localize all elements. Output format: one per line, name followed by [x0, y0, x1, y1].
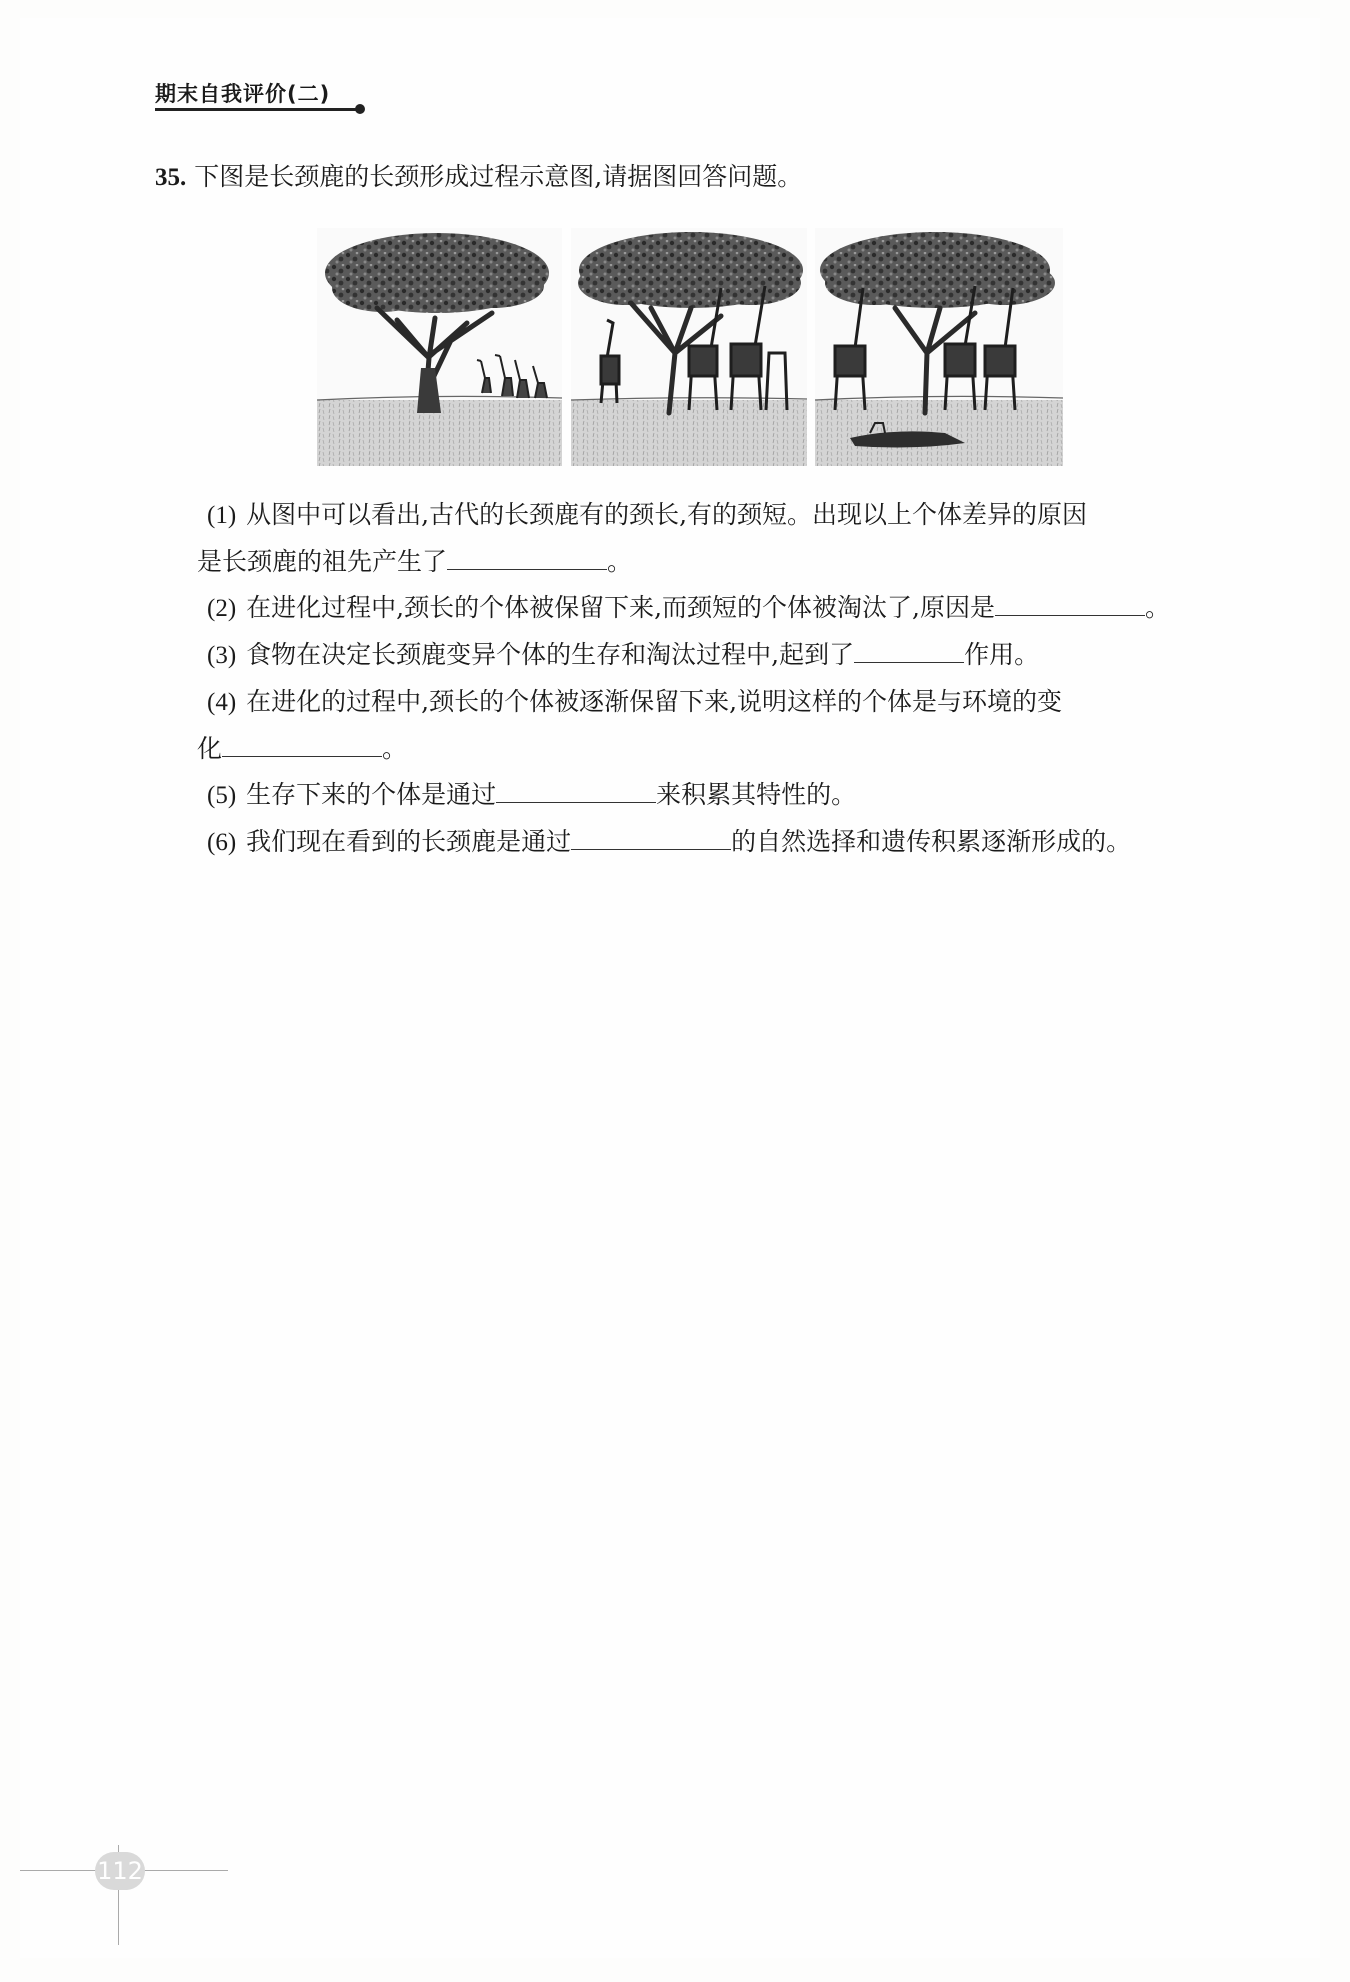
- sub-question-3: (3) 食物在决定长颈鹿变异个体的生存和淘汰过程中,起到了 作用。: [207, 640, 1040, 669]
- footer-rule-left: [20, 1870, 100, 1871]
- question-text: 下图是长颈鹿的长颈形成过程示意图,请据图回答问题。: [194, 162, 803, 191]
- sub-question-1: (1) 从图中可以看出,古代的长颈鹿有的颈长,有的颈短。出现以上个体差异的原因: [207, 500, 1088, 529]
- giraffe-evolution-figure: [317, 228, 1063, 466]
- header-underline-dot: [355, 104, 365, 114]
- header-underline: [155, 108, 360, 111]
- page-number: 112: [95, 1852, 145, 1890]
- sub-question-4: (4) 在进化的过程中,颈长的个体被逐渐保留下来,说明这样的个体是与环境的变: [207, 687, 1063, 716]
- question-number: 35.: [155, 164, 187, 191]
- section-header: 期末自我评价(二): [155, 82, 331, 106]
- answer-blank-6[interactable]: [571, 825, 731, 850]
- panel-competition: [571, 228, 807, 466]
- sub-question-4-cont: 化 。: [197, 734, 408, 763]
- figure-svg: [317, 228, 1063, 466]
- sub-question-6: (6) 我们现在看到的长颈鹿是通过 的自然选择和遗传积累逐渐形成的。: [207, 827, 1132, 856]
- question-stem: [155, 160, 802, 195]
- answer-blank-1[interactable]: [447, 545, 607, 570]
- answer-blank-5[interactable]: [496, 778, 656, 803]
- sub-question-1-cont: 是长颈鹿的祖先产生了 。: [197, 547, 633, 576]
- answer-blank-3[interactable]: [854, 638, 964, 663]
- answer-blank-2[interactable]: [995, 591, 1145, 616]
- sub-question-5: (5) 生存下来的个体是通过 来积累其特性的。: [207, 780, 857, 809]
- panel-selection: [815, 228, 1063, 466]
- footer-rule-right: [140, 1870, 228, 1871]
- sub-question-2: (2) 在进化过程中,颈长的个体被保留下来,而颈短的个体被淘汰了,原因是 。: [207, 593, 1171, 622]
- panel-ancestors: [317, 228, 562, 466]
- answer-blank-4[interactable]: [222, 732, 382, 757]
- sub-questions: [197, 492, 1227, 866]
